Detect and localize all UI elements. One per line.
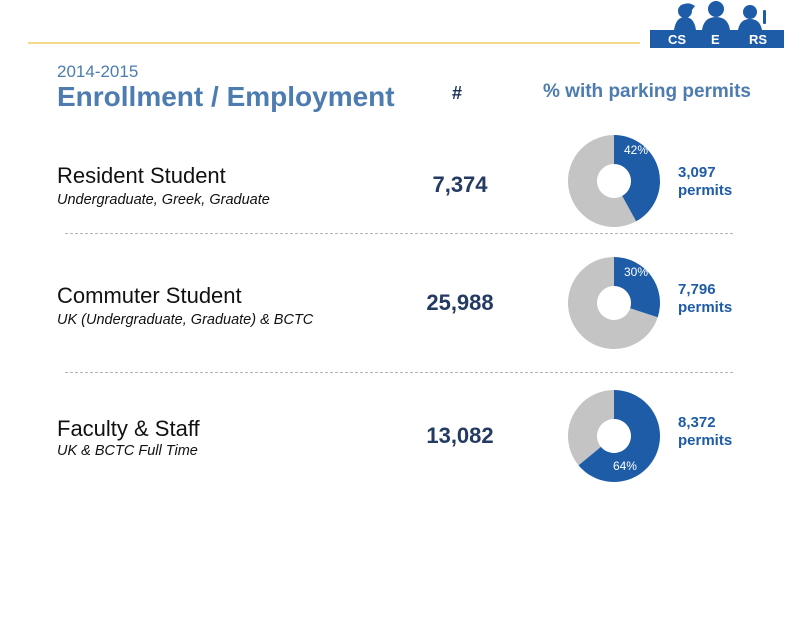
permits-commuter	[678, 281, 732, 317]
permits-word: permits	[678, 432, 733, 449]
permits-value: 7,796	[678, 281, 716, 298]
year-label: 2014-2015	[57, 62, 139, 81]
permit-column-heading: % with parking permits	[543, 81, 751, 102]
logo-silhouettes-icon	[674, 1, 766, 30]
row-count-resident: 7,374	[432, 172, 488, 197]
permits-word: permits	[678, 299, 733, 316]
row-subtitle-faculty: UK & BCTC Full Time	[57, 443, 198, 459]
donut-faculty	[564, 386, 664, 486]
logo-letter-rs: RS	[749, 32, 768, 47]
cs-e-rs-logo	[638, 0, 788, 50]
row-divider	[65, 372, 733, 373]
donut-resident	[564, 131, 664, 231]
permits-value: 8,372	[678, 414, 716, 431]
row-title-faculty: Faculty & Staff	[57, 416, 200, 441]
count-column-heading: #	[452, 83, 463, 103]
row-count-faculty: 13,082	[426, 423, 494, 448]
header-rule	[28, 42, 640, 44]
donut-percent-label: 30%	[623, 265, 649, 279]
logo-letter-e: E	[711, 32, 720, 47]
page-title: Enrollment / Employment	[57, 81, 395, 112]
donut-percent-label: 64%	[612, 459, 637, 474]
logo-letter-cs: CS	[668, 32, 687, 47]
row-subtitle-commuter: UK (Undergraduate, Graduate) & BCTC	[57, 312, 314, 328]
permits-word: permits	[678, 182, 733, 199]
row-title-resident: Resident Student	[57, 163, 226, 188]
permits-value: 3,097	[678, 164, 716, 181]
row-divider	[65, 233, 733, 234]
row-count-commuter: 25,988	[426, 290, 494, 315]
row-subtitle-resident: Undergraduate, Greek, Graduate	[57, 192, 270, 208]
permits-resident	[678, 164, 732, 200]
donut-commuter	[564, 253, 664, 353]
donut-percent-label: 42%	[623, 143, 649, 157]
row-title-commuter: Commuter Student	[57, 283, 242, 308]
permits-faculty	[678, 414, 732, 450]
